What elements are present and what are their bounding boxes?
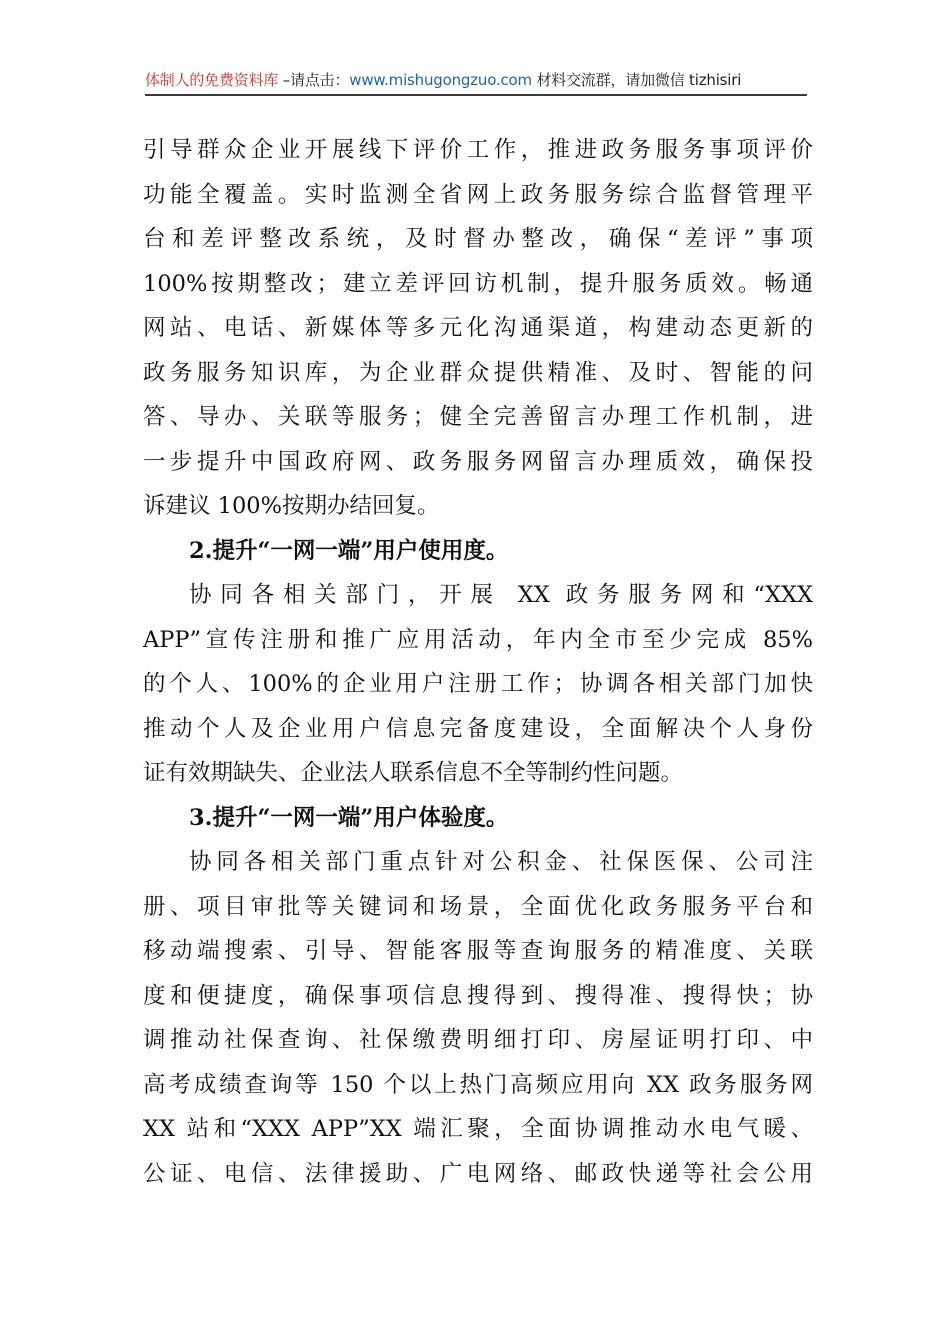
- paragraph-line: 引导群众企业开展线下评价工作，推进政务服务事项评价: [143, 137, 813, 163]
- paragraph-line: 高考成绩查询等 150 个以上热门高频应用向 XX 政务服务网: [143, 1071, 813, 1098]
- paragraph-line: 100%按期整改；建立差评回访机制，提升服务质效。畅通: [143, 270, 813, 297]
- page-header: [145, 68, 807, 96]
- paragraph-line: 公证、电信、法律援助、广电网络、邮政快递等社会公用: [143, 1160, 813, 1187]
- paragraph-line: 证有效期缺失、企业法人联系信息不全等制约性问题。: [143, 760, 684, 786]
- paragraph-line: 答、导办、关联等服务；健全完善留言办理工作机制，进: [143, 404, 813, 430]
- paragraph-line: 功能全覆盖。实时监测全省网上政务服务综合监督管理平: [143, 181, 813, 208]
- paragraph-line: 网站、电话、新媒体等多元化沟通渠道，构建动态更新的: [143, 315, 813, 341]
- section-heading: 3.提升“一网一端”用户体验度。: [189, 804, 509, 831]
- paragraph-line: 调推动社保查询、社保缴费明细打印、房屋证明打印、中: [143, 1027, 813, 1053]
- section-heading: 2.提升“一网一端”用户使用度。: [189, 537, 509, 564]
- paragraph-line: 册、项目审批等关键词和场景，全面优化政务服务平台和: [143, 893, 813, 920]
- paragraph-line: 一步提升中国政府网、政务服务网留言办理质效，确保投: [143, 448, 813, 475]
- paragraph-line: 协同各相关部门重点针对公积金、社保医保、公司注: [189, 849, 813, 875]
- paragraph-line: 度和便捷度，确保事项信息搜得到、搜得准、搜得快；协: [143, 982, 813, 1009]
- brand-name: 体制人的免费资料库: [145, 71, 279, 89]
- paragraph-line: 移动端搜索、引导、智能客服等查询服务的精准度、关联: [143, 938, 813, 964]
- header-prompt: –请点击：: [278, 71, 350, 89]
- paragraph-line: 政务服务知识库，为企业群众提供精准、及时、智能的问: [143, 359, 813, 386]
- paragraph-line: 协同各相关部门，开展 XX 政务服务网和“XXX: [189, 582, 813, 608]
- paragraph-line: 推动个人及企业用户信息完备度建设，全面解决个人身份: [143, 715, 813, 742]
- paragraph-line: 诉建议 100%按期办结回复。: [143, 493, 440, 519]
- website-link[interactable]: www.mishugongzuo.com: [349, 71, 532, 89]
- document-body: [143, 128, 813, 1196]
- paragraph-line: 的个人、100%的企业用户注册工作；协调各相关部门加快: [143, 671, 813, 697]
- paragraph-line: APP”宣传注册和推广应用活动，年内全市至少完成 85%: [143, 626, 813, 653]
- paragraph-line: XX 站和“XXX APP”XX 端汇聚，全面协调推动水电气暖、: [143, 1116, 813, 1142]
- header-note: 材料交流群，请加微信 tizhisiri: [531, 71, 742, 89]
- paragraph-line: 台和差评整改系统，及时督办整改，确保“差评”事项: [143, 226, 813, 252]
